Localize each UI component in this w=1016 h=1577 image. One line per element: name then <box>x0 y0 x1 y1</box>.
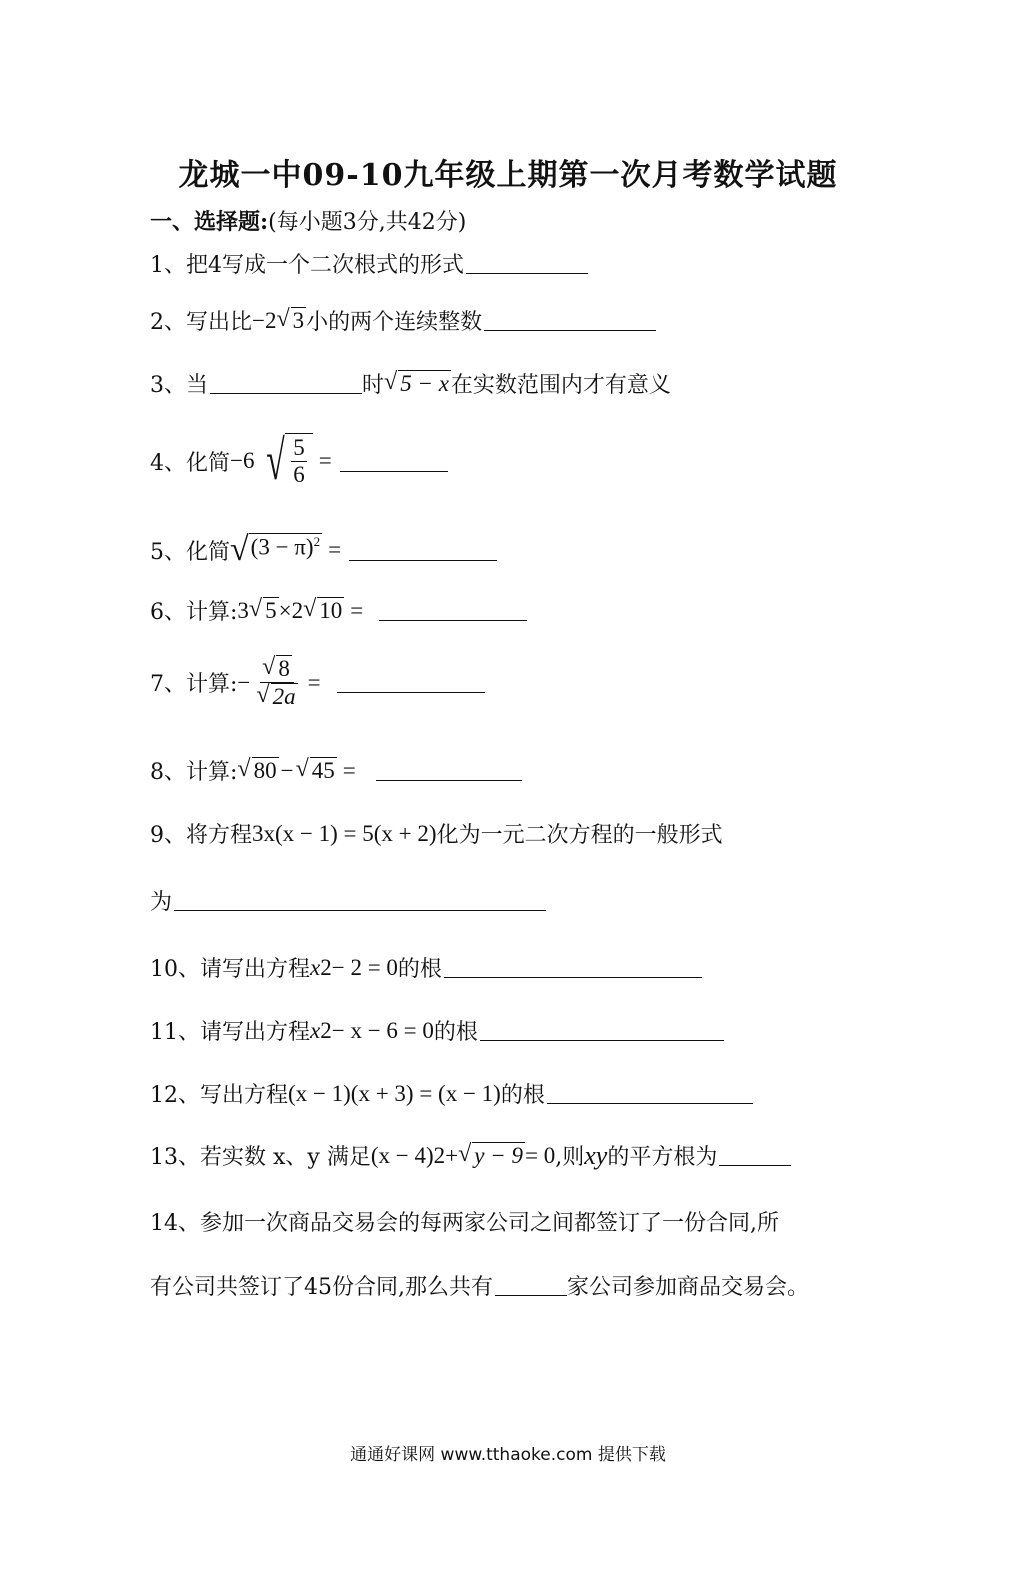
answer-blank-4[interactable] <box>340 451 448 472</box>
question-4 <box>150 430 448 492</box>
section-heading-label: 一、选择题: <box>150 209 269 235</box>
question-1-text: 1、把4写成一个二次根式的形式 <box>150 253 464 278</box>
question-6-radicand-a: 5 <box>265 598 277 623</box>
question-7-equals: = <box>307 669 321 695</box>
question-13-mid: ,则 <box>555 1145 585 1170</box>
answer-blank-6[interactable] <box>379 600 527 621</box>
answer-blank-1[interactable] <box>466 253 588 274</box>
question-13-exponent: 2 <box>433 1142 446 1168</box>
question-13-term: (x − 4) <box>370 1142 434 1168</box>
question-5-equals: = <box>328 537 342 562</box>
question-12-prefix: 12、写出方程 <box>150 1083 288 1108</box>
question-7-prefix: 7、计算: <box>150 672 238 697</box>
question-13 <box>150 1140 791 1171</box>
question-6-prefix: 6、计算: <box>150 600 238 625</box>
question-8-radicand-b: 45 <box>311 758 335 783</box>
question-4-equals: = <box>318 448 332 473</box>
question-7-fraction: √ 8 √ 2a <box>256 654 296 709</box>
question-6-equals: = <box>350 597 364 623</box>
question-10-suffix: 的根 <box>397 957 442 982</box>
answer-blank-10[interactable] <box>444 957 702 978</box>
answer-blank-13[interactable] <box>719 1145 791 1166</box>
question-5-radical: √ $(3 - \pi)^2$ <box>230 531 321 568</box>
section-note: (每小题3分,共42分) <box>268 210 467 235</box>
question-6-radical-a: √ 5 <box>248 596 277 623</box>
answer-blank-2[interactable] <box>484 310 656 331</box>
question-14-line-2 <box>150 1270 809 1301</box>
page-title: 龙城一中09-10九年级上期第一次月考数学试题 <box>178 158 838 193</box>
question-3-radical: √ 5 − x <box>384 369 449 396</box>
question-4-radical: √ $\frac{5}{6}$ <box>254 433 312 489</box>
question-2-suffix: 小的两个连续整数 <box>306 310 483 335</box>
question-11 <box>150 1015 724 1046</box>
question-14-line-2-prefix: 有公司共签订了45份合同,那么共有 <box>150 1275 493 1300</box>
question-8-radicand-a: 80 <box>253 758 277 783</box>
question-9-line-2 <box>150 885 546 916</box>
answer-blank-8[interactable] <box>376 760 522 781</box>
question-13-radical: √ y − 9 <box>458 1141 524 1168</box>
question-13-radicand: y − 9 <box>474 1143 524 1168</box>
question-8-minus: − <box>280 757 294 783</box>
question-3-mid: 时 <box>362 373 385 398</box>
question-4-numerator: 5 <box>293 435 305 460</box>
question-9 <box>150 818 723 849</box>
question-2-math: −2 <box>252 307 277 333</box>
question-13-prefix: 13、若实数 x、y 满足 <box>150 1145 371 1170</box>
question-10-prefix: 10、请写出方程 <box>150 957 310 982</box>
question-6-coef-a: 3 <box>237 597 249 623</box>
question-6-radical-b: √ 10 <box>303 596 343 623</box>
question-5-exponent: 2 <box>313 534 321 549</box>
question-9-prefix: 9、将方程 <box>150 823 252 848</box>
question-9-suffix: 化为一元二次方程的一般形式 <box>436 823 723 848</box>
question-12-suffix: 的根 <box>500 1083 545 1108</box>
question-5-radicand: (3 − π) <box>250 534 314 560</box>
question-7-numerator: 8 <box>278 656 290 681</box>
question-10 <box>150 952 702 983</box>
question-8-prefix: 8、计算: <box>150 760 238 785</box>
question-13-equals: = 0 <box>525 1142 556 1168</box>
question-4-coefficient: −6 <box>230 448 255 473</box>
question-6 <box>150 595 527 626</box>
question-11-suffix: 的根 <box>433 1020 478 1045</box>
question-13-plus: + <box>445 1142 459 1168</box>
question-3-radicand: 5 − x <box>400 371 449 396</box>
question-11-equation: − x − 6 = 0 <box>331 1017 434 1043</box>
question-14 <box>150 1206 779 1237</box>
question-12 <box>150 1078 753 1109</box>
question-8-equals: = <box>342 757 356 783</box>
question-12-equation: (x − 1)(x + 3) = (x − 1) <box>288 1080 501 1106</box>
question-2-radical: √ 3 <box>276 306 305 333</box>
answer-blank-9[interactable] <box>174 890 546 911</box>
question-14-line-2-suffix: 家公司参加商品交易会。 <box>567 1275 810 1300</box>
question-3-suffix: 在实数范围内才有意义 <box>450 373 671 398</box>
question-3 <box>150 368 671 399</box>
question-1 <box>150 248 588 279</box>
question-14-line-1: 14、参加一次商品交易会的每两家公司之间都签订了一份合同,所 <box>150 1211 779 1236</box>
question-10-variable: x <box>310 954 321 980</box>
question-11-variable: x <box>310 1017 321 1043</box>
question-6-radicand-b: 10 <box>319 598 343 623</box>
section-heading <box>150 205 466 236</box>
question-7-denominator: 2a <box>272 684 296 709</box>
question-11-prefix: 11、请写出方程 <box>150 1020 310 1045</box>
question-9-line-2-text: 为 <box>150 890 173 915</box>
question-5 <box>150 533 497 567</box>
question-2-prefix: 2、写出比 <box>150 310 252 335</box>
question-4-denominator: 6 <box>293 462 305 487</box>
answer-blank-7[interactable] <box>337 672 485 693</box>
question-10-equation: − 2 = 0 <box>331 954 398 980</box>
answer-blank-11[interactable] <box>480 1020 724 1041</box>
question-13-suffix: 的平方根为 <box>607 1145 718 1170</box>
question-3-prefix: 3、当 <box>150 373 208 398</box>
question-10-exponent: 2 <box>320 954 332 980</box>
question-2 <box>150 305 656 336</box>
answer-blank-3[interactable] <box>210 373 362 394</box>
question-9-equation: 3x(x − 1) = 5(x + 2) <box>252 820 437 846</box>
question-8-radical-a: √ 80 <box>237 756 277 783</box>
question-8 <box>150 755 522 786</box>
answer-blank-14[interactable] <box>495 1275 567 1296</box>
question-5-prefix: 5、化简 <box>150 539 230 565</box>
question-7-sign: − <box>237 669 251 695</box>
question-6-coef-b: ×2 <box>278 597 304 623</box>
answer-blank-5[interactable] <box>349 540 497 561</box>
question-8-radical-b: √ 45 <box>295 756 335 783</box>
question-4-prefix: 4、化简 <box>150 450 230 476</box>
footer-credit: 通通好课网 www.tthaoke.com 提供下载 <box>350 1445 666 1465</box>
answer-blank-12[interactable] <box>547 1083 753 1104</box>
question-7 <box>150 655 485 710</box>
question-11-exponent: 2 <box>320 1017 332 1043</box>
question-13-xy: xy <box>584 1140 608 1170</box>
question-2-radicand: 3 <box>292 308 305 333</box>
